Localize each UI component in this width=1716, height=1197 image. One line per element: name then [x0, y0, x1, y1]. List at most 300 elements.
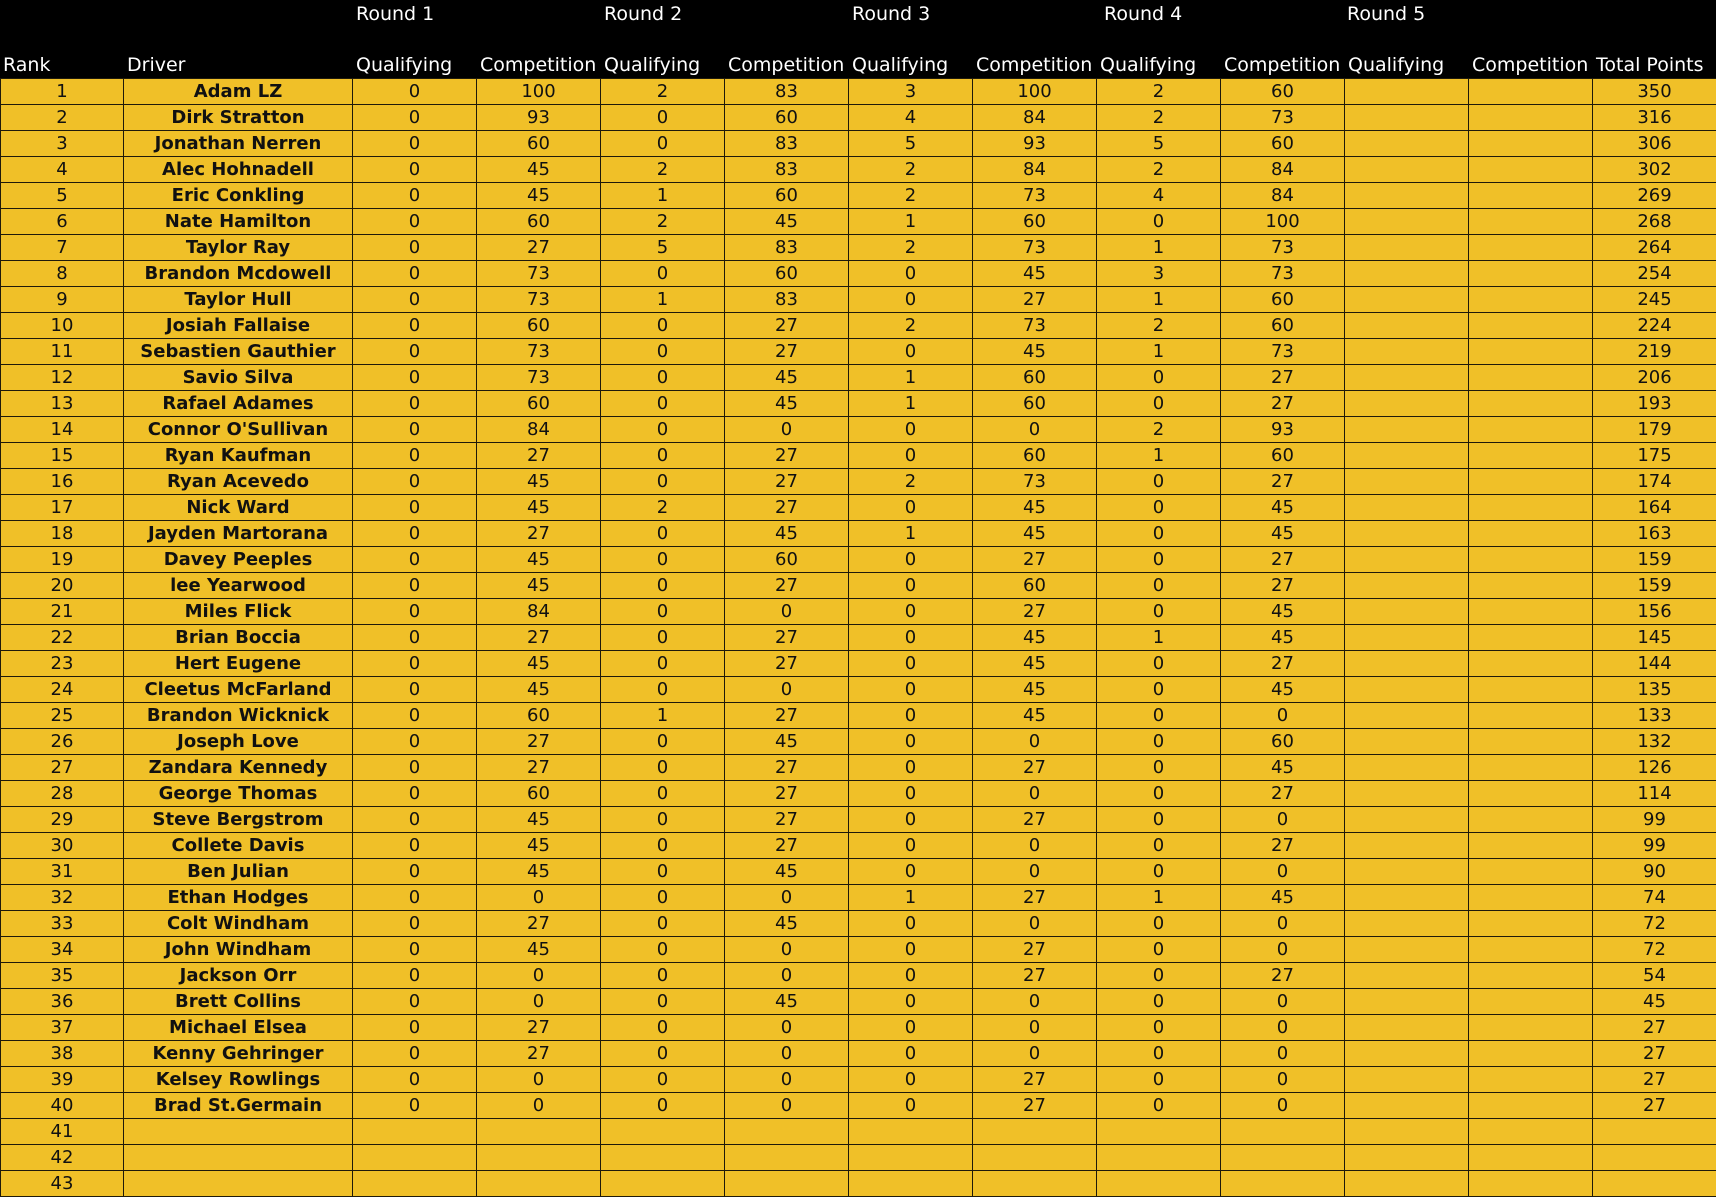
r3-competition-cell[interactable]: 0 — [973, 859, 1097, 885]
r3-competition-cell[interactable] — [973, 1119, 1097, 1145]
driver-cell[interactable]: Cleetus McFarland — [124, 677, 353, 703]
r4-competition-cell[interactable]: 100 — [1221, 209, 1345, 235]
r2-competition-cell[interactable]: 0 — [725, 1067, 849, 1093]
total-points-cell[interactable]: 27 — [1593, 1093, 1716, 1119]
r3-competition-cell[interactable]: 0 — [973, 989, 1097, 1015]
rank-cell[interactable]: 17 — [1, 495, 124, 521]
r2-competition-cell[interactable]: 60 — [725, 183, 849, 209]
r5-competition-cell[interactable] — [1469, 313, 1593, 339]
r1-competition-cell[interactable]: 27 — [477, 1015, 601, 1041]
r1-qualifying-cell[interactable]: 0 — [353, 1015, 477, 1041]
r3-competition-cell[interactable]: 45 — [973, 339, 1097, 365]
r3-competition-cell[interactable]: 27 — [973, 963, 1097, 989]
r5-competition-cell[interactable] — [1469, 287, 1593, 313]
r2-qualifying-cell[interactable]: 0 — [601, 131, 725, 157]
r1-qualifying-cell[interactable]: 0 — [353, 989, 477, 1015]
round-3-qualifying-header[interactable]: Qualifying — [852, 54, 948, 76]
round-1-label[interactable]: Round 1 — [356, 3, 434, 25]
r5-competition-cell[interactable] — [1469, 911, 1593, 937]
rank-cell[interactable]: 32 — [1, 885, 124, 911]
r2-qualifying-cell[interactable]: 0 — [601, 729, 725, 755]
r3-competition-cell[interactable]: 0 — [973, 911, 1097, 937]
r5-competition-cell[interactable] — [1469, 989, 1593, 1015]
r4-qualifying-cell[interactable]: 0 — [1097, 1015, 1221, 1041]
r2-competition-cell[interactable]: 45 — [725, 391, 849, 417]
rank-cell[interactable]: 21 — [1, 599, 124, 625]
total-points-cell[interactable]: 114 — [1593, 781, 1716, 807]
r4-competition-cell[interactable]: 27 — [1221, 391, 1345, 417]
r2-qualifying-cell[interactable]: 2 — [601, 495, 725, 521]
r1-qualifying-cell[interactable]: 0 — [353, 625, 477, 651]
total-points-cell[interactable]: 224 — [1593, 313, 1716, 339]
total-points-cell[interactable]: 163 — [1593, 521, 1716, 547]
r2-qualifying-cell[interactable]: 0 — [601, 807, 725, 833]
total-points-cell[interactable] — [1593, 1171, 1716, 1197]
r4-competition-cell[interactable]: 0 — [1221, 989, 1345, 1015]
total-points-cell[interactable]: 159 — [1593, 573, 1716, 599]
r1-competition-cell[interactable]: 27 — [477, 235, 601, 261]
r4-competition-cell[interactable]: 0 — [1221, 1093, 1345, 1119]
rank-cell[interactable]: 1 — [1, 79, 124, 105]
r4-competition-cell[interactable]: 60 — [1221, 729, 1345, 755]
r1-qualifying-cell[interactable]: 0 — [353, 105, 477, 131]
driver-cell[interactable]: George Thomas — [124, 781, 353, 807]
r4-competition-cell[interactable]: 45 — [1221, 625, 1345, 651]
rank-cell[interactable]: 37 — [1, 1015, 124, 1041]
r5-competition-cell[interactable] — [1469, 833, 1593, 859]
r1-competition-cell[interactable]: 45 — [477, 495, 601, 521]
driver-cell[interactable]: Ben Julian — [124, 859, 353, 885]
r1-competition-cell[interactable]: 100 — [477, 79, 601, 105]
r4-competition-cell[interactable]: 0 — [1221, 1067, 1345, 1093]
r4-competition-cell[interactable]: 60 — [1221, 79, 1345, 105]
total-points-cell[interactable]: 268 — [1593, 209, 1716, 235]
r2-competition-cell[interactable]: 27 — [725, 339, 849, 365]
r2-qualifying-cell[interactable]: 0 — [601, 1015, 725, 1041]
r4-competition-cell[interactable]: 60 — [1221, 131, 1345, 157]
r3-competition-cell[interactable]: 27 — [973, 755, 1097, 781]
r1-qualifying-cell[interactable]: 0 — [353, 1041, 477, 1067]
rank-cell[interactable]: 7 — [1, 235, 124, 261]
driver-cell[interactable]: Brandon Mcdowell — [124, 261, 353, 287]
driver-cell[interactable]: Kenny Gehringer — [124, 1041, 353, 1067]
rank-cell[interactable]: 28 — [1, 781, 124, 807]
r4-competition-cell[interactable]: 73 — [1221, 105, 1345, 131]
r5-qualifying-cell[interactable] — [1345, 963, 1469, 989]
r1-qualifying-cell[interactable] — [353, 1145, 477, 1171]
r1-competition-cell[interactable]: 45 — [477, 807, 601, 833]
r5-qualifying-cell[interactable] — [1345, 521, 1469, 547]
r3-competition-cell[interactable]: 27 — [973, 937, 1097, 963]
r3-qualifying-cell[interactable]: 3 — [849, 79, 973, 105]
r3-qualifying-cell[interactable]: 2 — [849, 157, 973, 183]
rank-cell[interactable]: 8 — [1, 261, 124, 287]
r1-qualifying-cell[interactable]: 0 — [353, 79, 477, 105]
r3-qualifying-cell[interactable]: 5 — [849, 131, 973, 157]
total-points-cell[interactable]: 156 — [1593, 599, 1716, 625]
r3-qualifying-cell[interactable]: 0 — [849, 547, 973, 573]
r2-competition-cell[interactable]: 0 — [725, 963, 849, 989]
r1-qualifying-cell[interactable]: 0 — [353, 183, 477, 209]
r4-qualifying-cell[interactable]: 0 — [1097, 937, 1221, 963]
r1-competition-cell[interactable]: 27 — [477, 729, 601, 755]
r2-competition-cell[interactable]: 0 — [725, 1015, 849, 1041]
r1-qualifying-cell[interactable]: 0 — [353, 391, 477, 417]
r2-qualifying-cell[interactable]: 0 — [601, 755, 725, 781]
driver-cell[interactable] — [124, 1171, 353, 1197]
driver-cell[interactable]: Zandara Kennedy — [124, 755, 353, 781]
r3-qualifying-cell[interactable]: 0 — [849, 729, 973, 755]
r3-competition-cell[interactable]: 73 — [973, 235, 1097, 261]
round-4-competition-header[interactable]: Competition — [1224, 54, 1340, 76]
r3-qualifying-cell[interactable]: 0 — [849, 781, 973, 807]
r3-competition-cell[interactable]: 73 — [973, 469, 1097, 495]
rank-cell[interactable]: 19 — [1, 547, 124, 573]
r3-qualifying-cell[interactable]: 0 — [849, 1041, 973, 1067]
rank-cell[interactable]: 26 — [1, 729, 124, 755]
r3-qualifying-cell[interactable]: 0 — [849, 1093, 973, 1119]
rank-cell[interactable]: 24 — [1, 677, 124, 703]
round-5-qualifying-header[interactable]: Qualifying — [1348, 54, 1444, 76]
r4-qualifying-cell[interactable]: 0 — [1097, 469, 1221, 495]
r1-competition-cell[interactable]: 0 — [477, 989, 601, 1015]
r1-competition-cell[interactable]: 73 — [477, 287, 601, 313]
r1-qualifying-cell[interactable]: 0 — [353, 547, 477, 573]
r1-competition-cell[interactable]: 27 — [477, 911, 601, 937]
r3-competition-cell[interactable]: 0 — [973, 729, 1097, 755]
r3-qualifying-cell[interactable]: 4 — [849, 105, 973, 131]
r3-competition-cell[interactable]: 84 — [973, 157, 1097, 183]
r1-qualifying-cell[interactable]: 0 — [353, 261, 477, 287]
total-points-cell[interactable]: 179 — [1593, 417, 1716, 443]
r5-qualifying-cell[interactable] — [1345, 1067, 1469, 1093]
r2-competition-cell[interactable]: 45 — [725, 911, 849, 937]
r5-competition-cell[interactable] — [1469, 365, 1593, 391]
r3-competition-cell[interactable]: 27 — [973, 1067, 1097, 1093]
r5-qualifying-cell[interactable] — [1345, 833, 1469, 859]
r4-competition-cell[interactable]: 60 — [1221, 443, 1345, 469]
r5-competition-cell[interactable] — [1469, 209, 1593, 235]
r3-competition-cell[interactable]: 60 — [973, 573, 1097, 599]
total-points-cell[interactable]: 174 — [1593, 469, 1716, 495]
driver-cell[interactable]: Brandon Wicknick — [124, 703, 353, 729]
r4-qualifying-cell[interactable]: 0 — [1097, 989, 1221, 1015]
r2-competition-cell[interactable]: 83 — [725, 157, 849, 183]
r2-competition-cell[interactable]: 0 — [725, 677, 849, 703]
r3-competition-cell[interactable]: 27 — [973, 287, 1097, 313]
r5-qualifying-cell[interactable] — [1345, 391, 1469, 417]
r4-qualifying-cell[interactable]: 0 — [1097, 209, 1221, 235]
r2-competition-cell[interactable]: 27 — [725, 781, 849, 807]
r2-competition-cell[interactable]: 83 — [725, 287, 849, 313]
r5-qualifying-cell[interactable] — [1345, 859, 1469, 885]
r4-competition-cell[interactable] — [1221, 1119, 1345, 1145]
driver-cell[interactable]: Ethan Hodges — [124, 885, 353, 911]
r1-competition-cell[interactable]: 45 — [477, 859, 601, 885]
round-3-competition-header[interactable]: Competition — [976, 54, 1092, 76]
r4-competition-cell[interactable]: 0 — [1221, 859, 1345, 885]
r3-qualifying-cell[interactable]: 0 — [849, 339, 973, 365]
r1-qualifying-cell[interactable]: 0 — [353, 729, 477, 755]
r3-competition-cell[interactable]: 45 — [973, 521, 1097, 547]
total-points-cell[interactable]: 126 — [1593, 755, 1716, 781]
r2-qualifying-cell[interactable]: 0 — [601, 573, 725, 599]
r5-qualifying-cell[interactable] — [1345, 781, 1469, 807]
round-2-label[interactable]: Round 2 — [604, 3, 682, 25]
r2-qualifying-cell[interactable]: 0 — [601, 1041, 725, 1067]
r3-qualifying-cell[interactable]: 0 — [849, 963, 973, 989]
r1-competition-cell[interactable]: 45 — [477, 469, 601, 495]
driver-cell[interactable]: Josiah Fallaise — [124, 313, 353, 339]
r5-qualifying-cell[interactable] — [1345, 79, 1469, 105]
r3-qualifying-cell[interactable] — [849, 1145, 973, 1171]
r5-competition-cell[interactable] — [1469, 1145, 1593, 1171]
r1-competition-cell[interactable]: 73 — [477, 339, 601, 365]
r3-competition-cell[interactable]: 45 — [973, 677, 1097, 703]
driver-cell[interactable]: Nate Hamilton — [124, 209, 353, 235]
r1-qualifying-cell[interactable]: 0 — [353, 1093, 477, 1119]
r5-qualifying-cell[interactable] — [1345, 313, 1469, 339]
r1-qualifying-cell[interactable]: 0 — [353, 677, 477, 703]
r4-competition-cell[interactable]: 60 — [1221, 287, 1345, 313]
r5-qualifying-cell[interactable] — [1345, 599, 1469, 625]
r5-competition-cell[interactable] — [1469, 339, 1593, 365]
rank-cell[interactable]: 10 — [1, 313, 124, 339]
r3-competition-cell[interactable]: 45 — [973, 495, 1097, 521]
r2-competition-cell[interactable]: 0 — [725, 599, 849, 625]
r4-qualifying-cell[interactable]: 0 — [1097, 521, 1221, 547]
r5-qualifying-cell[interactable] — [1345, 573, 1469, 599]
r4-qualifying-cell[interactable]: 0 — [1097, 547, 1221, 573]
rank-cell[interactable]: 11 — [1, 339, 124, 365]
r1-qualifying-cell[interactable]: 0 — [353, 495, 477, 521]
r5-competition-cell[interactable] — [1469, 755, 1593, 781]
total-points-cell[interactable]: 193 — [1593, 391, 1716, 417]
r3-competition-cell[interactable]: 100 — [973, 79, 1097, 105]
driver-cell[interactable]: Jackson Orr — [124, 963, 353, 989]
r2-competition-cell[interactable]: 27 — [725, 443, 849, 469]
r2-competition-cell[interactable]: 45 — [725, 729, 849, 755]
r4-competition-cell[interactable]: 45 — [1221, 495, 1345, 521]
r4-competition-cell[interactable]: 60 — [1221, 313, 1345, 339]
r5-competition-cell[interactable] — [1469, 1015, 1593, 1041]
r2-qualifying-cell[interactable]: 0 — [601, 313, 725, 339]
r4-competition-cell[interactable]: 84 — [1221, 183, 1345, 209]
r4-competition-cell[interactable]: 45 — [1221, 521, 1345, 547]
r5-competition-cell[interactable] — [1469, 131, 1593, 157]
rank-cell[interactable]: 4 — [1, 157, 124, 183]
driver-cell[interactable]: Savio Silva — [124, 365, 353, 391]
r4-qualifying-cell[interactable]: 0 — [1097, 1093, 1221, 1119]
r5-qualifying-cell[interactable] — [1345, 755, 1469, 781]
r3-competition-cell[interactable]: 0 — [973, 833, 1097, 859]
r4-competition-cell[interactable]: 73 — [1221, 261, 1345, 287]
r3-competition-cell[interactable]: 93 — [973, 131, 1097, 157]
r4-qualifying-cell[interactable]: 1 — [1097, 235, 1221, 261]
r1-qualifying-cell[interactable]: 0 — [353, 339, 477, 365]
r5-competition-cell[interactable] — [1469, 573, 1593, 599]
total-points-cell[interactable]: 132 — [1593, 729, 1716, 755]
r1-qualifying-cell[interactable] — [353, 1171, 477, 1197]
rank-cell[interactable]: 3 — [1, 131, 124, 157]
rank-cell[interactable]: 30 — [1, 833, 124, 859]
round-4-label[interactable]: Round 4 — [1104, 3, 1182, 25]
driver-cell[interactable] — [124, 1145, 353, 1171]
r3-qualifying-cell[interactable]: 0 — [849, 911, 973, 937]
total-points-cell[interactable]: 350 — [1593, 79, 1716, 105]
r3-qualifying-cell[interactable] — [849, 1119, 973, 1145]
r1-competition-cell[interactable]: 45 — [477, 547, 601, 573]
r5-competition-cell[interactable] — [1469, 235, 1593, 261]
r3-qualifying-cell[interactable]: 2 — [849, 183, 973, 209]
r2-competition-cell[interactable]: 60 — [725, 105, 849, 131]
total-points-cell[interactable]: 245 — [1593, 287, 1716, 313]
rank-cell[interactable]: 14 — [1, 417, 124, 443]
r1-competition-cell[interactable]: 45 — [477, 157, 601, 183]
r5-competition-cell[interactable] — [1469, 391, 1593, 417]
r2-competition-cell[interactable]: 83 — [725, 79, 849, 105]
total-points-cell[interactable]: 145 — [1593, 625, 1716, 651]
r1-competition-cell[interactable]: 27 — [477, 755, 601, 781]
r3-qualifying-cell[interactable]: 2 — [849, 469, 973, 495]
r2-competition-cell[interactable] — [725, 1171, 849, 1197]
r4-competition-cell[interactable] — [1221, 1145, 1345, 1171]
r1-qualifying-cell[interactable]: 0 — [353, 599, 477, 625]
r2-competition-cell[interactable]: 45 — [725, 365, 849, 391]
r2-qualifying-cell[interactable]: 0 — [601, 521, 725, 547]
r1-qualifying-cell[interactable]: 0 — [353, 443, 477, 469]
r2-qualifying-cell[interactable]: 0 — [601, 469, 725, 495]
r2-competition-cell[interactable]: 0 — [725, 417, 849, 443]
r2-qualifying-cell[interactable]: 2 — [601, 209, 725, 235]
rank-cell[interactable]: 42 — [1, 1145, 124, 1171]
r2-qualifying-cell[interactable]: 0 — [601, 651, 725, 677]
driver-cell[interactable]: Jonathan Nerren — [124, 131, 353, 157]
r2-qualifying-cell[interactable]: 0 — [601, 859, 725, 885]
rank-cell[interactable]: 6 — [1, 209, 124, 235]
r1-competition-cell[interactable]: 73 — [477, 261, 601, 287]
total-points-cell[interactable]: 264 — [1593, 235, 1716, 261]
r3-qualifying-cell[interactable]: 0 — [849, 937, 973, 963]
r5-competition-cell[interactable] — [1469, 157, 1593, 183]
total-points-cell[interactable]: 74 — [1593, 885, 1716, 911]
r5-competition-cell[interactable] — [1469, 1067, 1593, 1093]
r2-qualifying-cell[interactable]: 0 — [601, 443, 725, 469]
total-points-cell[interactable]: 302 — [1593, 157, 1716, 183]
r1-qualifying-cell[interactable]: 0 — [353, 651, 477, 677]
r3-qualifying-cell[interactable]: 1 — [849, 391, 973, 417]
r4-qualifying-cell[interactable]: 0 — [1097, 781, 1221, 807]
r1-competition-cell[interactable]: 27 — [477, 625, 601, 651]
driver-cell[interactable]: Kelsey Rowlings — [124, 1067, 353, 1093]
r3-qualifying-cell[interactable]: 0 — [849, 859, 973, 885]
r2-qualifying-cell[interactable]: 5 — [601, 235, 725, 261]
r1-qualifying-cell[interactable]: 0 — [353, 911, 477, 937]
r4-qualifying-cell[interactable]: 1 — [1097, 885, 1221, 911]
r3-competition-cell[interactable]: 45 — [973, 625, 1097, 651]
total-points-cell[interactable]: 27 — [1593, 1067, 1716, 1093]
driver-cell[interactable]: Eric Conkling — [124, 183, 353, 209]
r3-qualifying-cell[interactable]: 0 — [849, 287, 973, 313]
r3-qualifying-cell[interactable]: 1 — [849, 521, 973, 547]
r2-qualifying-cell[interactable]: 0 — [601, 105, 725, 131]
r2-competition-cell[interactable]: 27 — [725, 651, 849, 677]
r2-qualifying-cell[interactable]: 1 — [601, 287, 725, 313]
round-5-label[interactable]: Round 5 — [1347, 3, 1425, 25]
r3-competition-cell[interactable]: 27 — [973, 807, 1097, 833]
total-points-cell[interactable]: 27 — [1593, 1041, 1716, 1067]
r5-competition-cell[interactable] — [1469, 417, 1593, 443]
rank-cell[interactable]: 41 — [1, 1119, 124, 1145]
r2-qualifying-cell[interactable]: 0 — [601, 417, 725, 443]
r2-qualifying-cell[interactable]: 0 — [601, 885, 725, 911]
r3-competition-cell[interactable] — [973, 1145, 1097, 1171]
total-points-cell[interactable]: 72 — [1593, 937, 1716, 963]
r2-qualifying-cell[interactable] — [601, 1145, 725, 1171]
r1-competition-cell[interactable] — [477, 1119, 601, 1145]
total-points-cell[interactable] — [1593, 1145, 1716, 1171]
rank-cell[interactable]: 38 — [1, 1041, 124, 1067]
r3-qualifying-cell[interactable]: 0 — [849, 443, 973, 469]
r2-qualifying-cell[interactable]: 0 — [601, 365, 725, 391]
r5-competition-cell[interactable] — [1469, 495, 1593, 521]
rank-cell[interactable]: 34 — [1, 937, 124, 963]
r2-competition-cell[interactable]: 0 — [725, 1041, 849, 1067]
r5-competition-cell[interactable] — [1469, 443, 1593, 469]
r5-qualifying-cell[interactable] — [1345, 261, 1469, 287]
r4-qualifying-cell[interactable]: 0 — [1097, 963, 1221, 989]
r2-qualifying-cell[interactable]: 0 — [601, 989, 725, 1015]
r1-qualifying-cell[interactable]: 0 — [353, 781, 477, 807]
total-points-cell[interactable]: 164 — [1593, 495, 1716, 521]
driver-cell[interactable]: Ryan Kaufman — [124, 443, 353, 469]
r4-competition-cell[interactable]: 27 — [1221, 781, 1345, 807]
r4-competition-cell[interactable]: 0 — [1221, 807, 1345, 833]
r4-qualifying-cell[interactable]: 0 — [1097, 599, 1221, 625]
r5-competition-cell[interactable] — [1469, 703, 1593, 729]
r4-qualifying-cell[interactable]: 1 — [1097, 443, 1221, 469]
driver-cell[interactable]: Rafael Adames — [124, 391, 353, 417]
rank-cell[interactable]: 29 — [1, 807, 124, 833]
rank-cell[interactable]: 15 — [1, 443, 124, 469]
r2-qualifying-cell[interactable]: 2 — [601, 157, 725, 183]
r5-qualifying-cell[interactable] — [1345, 339, 1469, 365]
r4-competition-cell[interactable]: 45 — [1221, 755, 1345, 781]
r5-qualifying-cell[interactable] — [1345, 703, 1469, 729]
r2-qualifying-cell[interactable] — [601, 1171, 725, 1197]
r3-competition-cell[interactable]: 27 — [973, 599, 1097, 625]
r1-qualifying-cell[interactable]: 0 — [353, 157, 477, 183]
r4-competition-cell[interactable]: 45 — [1221, 677, 1345, 703]
r3-qualifying-cell[interactable]: 0 — [849, 261, 973, 287]
r1-competition-cell[interactable]: 84 — [477, 599, 601, 625]
driver-cell[interactable]: Brett Collins — [124, 989, 353, 1015]
driver-cell[interactable]: Taylor Hull — [124, 287, 353, 313]
r1-competition-cell[interactable]: 45 — [477, 183, 601, 209]
total-points-cell[interactable] — [1593, 1119, 1716, 1145]
r1-competition-cell[interactable]: 0 — [477, 885, 601, 911]
r1-qualifying-cell[interactable] — [353, 1119, 477, 1145]
r3-qualifying-cell[interactable]: 0 — [849, 625, 973, 651]
r2-competition-cell[interactable]: 0 — [725, 885, 849, 911]
r4-qualifying-cell[interactable]: 0 — [1097, 365, 1221, 391]
driver-cell[interactable]: Nick Ward — [124, 495, 353, 521]
total-points-cell[interactable]: 144 — [1593, 651, 1716, 677]
r2-competition-cell[interactable]: 27 — [725, 833, 849, 859]
r2-qualifying-cell[interactable]: 0 — [601, 547, 725, 573]
r2-competition-cell[interactable]: 27 — [725, 703, 849, 729]
r4-competition-cell[interactable]: 27 — [1221, 573, 1345, 599]
